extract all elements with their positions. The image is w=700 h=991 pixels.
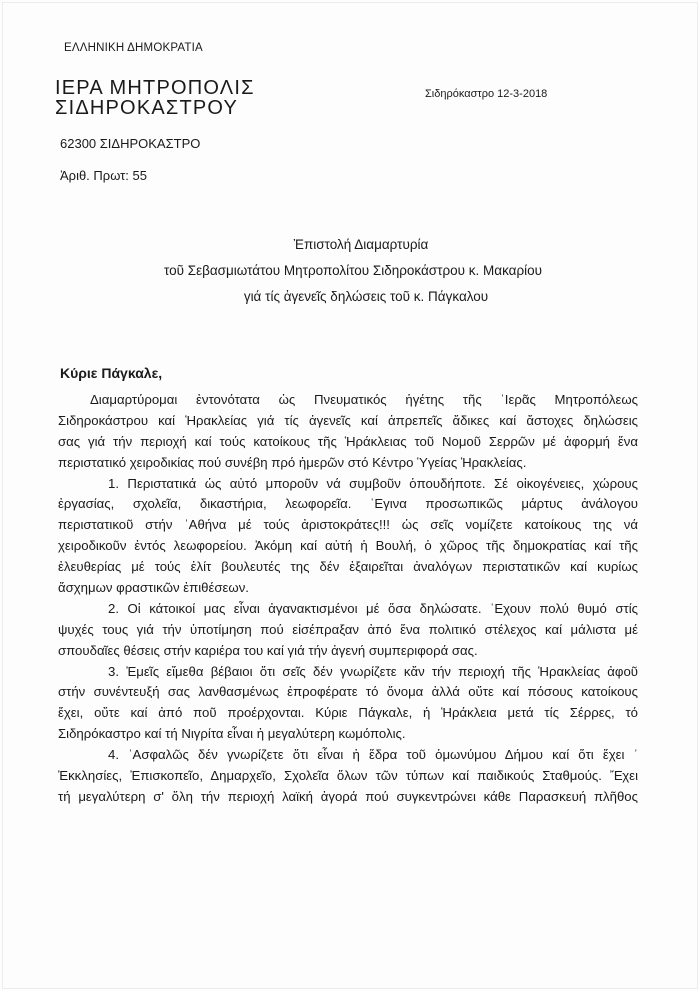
metropolis-name <box>55 78 255 118</box>
subject-line-3: γιά τίς ἀγενεῖς δηλώσεις τοῦ κ. Πάγκαλου <box>243 289 489 304</box>
body-line: περιστατικοῦ στήν ˈΑθήνα μέ τούς ἀριστοκράτες!!! ὡς σεῖς νομίζετε κατοίκους της νά <box>58 517 638 533</box>
body-line: ἄσχημων φραστικῶν ἐπιθέσεων. <box>58 580 249 596</box>
letter-date: Σιδηρόκαστρο 12-3-2018 <box>425 88 548 100</box>
letter-body <box>58 390 638 808</box>
body-line: στήν συνέντευξή σας λανθασμένως ἐπροφέρατε τό ὄνομα ἀλλά οὔτε καί πόσους κατοίκους <box>58 684 638 700</box>
body-line: ἔχει, οὔτε καί ἀπό ποῦ προέρχονται. Κύριε Πάγκαλε, ἡ Ἡράκλεια μετά τίς Σέρρες, τό <box>58 705 638 721</box>
body-line: ἐργασίας, σχολεῖα, δικαστήρια, λεωφορεῖα. ˈΕγινα προσωπικῶς μάρτυς ἀνάλογου <box>58 496 638 512</box>
body-line: Διαμαρτύρομαι ἐντονότατα ὡς Πνευματικός ἡγέτης τῆς ˈΙερᾶς Μητροπόλεως <box>90 392 638 407</box>
body-line: Ἐκκλησίες, Ἐπισκοπεῖο, Δημαρχεῖο, Σχολεῖα ὅλων τῶν τύπων καί παιδικούς Σταθμούς. Ἔχει <box>58 768 638 784</box>
metropolis-name-line2: ΣΙΔΗΡΟΚΑΣΤΡΟΥ <box>55 97 239 119</box>
republic-heading: ΕΛΛΗΝΙΚΗ ΔΗΜΟΚΡΑΤΙΑ <box>64 42 203 54</box>
letter-subject <box>0 232 700 310</box>
postal-address: 62300 ΣΙΔΗΡΟΚΑΣΤΡΟ <box>60 136 201 151</box>
body-line: χειροδικοῦν ἐντός λεωφορείου. Ἀκόμη καί αὐτή ἡ Βουλή, ὁ χῶρος τῆς δημοκρατίας καί τῆς <box>58 538 638 554</box>
body-line: Σιδηροκάστρου καί Ἡρακλείας γιά τίς ἀγενεῖς καί ἀπρεπεῖς ἄδικες καί ἄστοχες δηλώσεις <box>58 412 638 428</box>
body-line: ψυχές τους γιά τήν ὑποτίμηση πού εἰσέπραξαν ἀπό ἕνα πολιτικό στέλεχος καί μάλιστα μέ <box>58 621 638 637</box>
protocol-number: Ἀριθ. Πρωτ: 55 <box>60 168 147 183</box>
salutation: Κύριε Πάγκαλε, <box>60 365 163 381</box>
body-line: τή μεγαλύτερη σ' ὅλη τήν περιοχή λαϊκή ἀγορά πού συγκεντρώνει κάθε Παρασκευή πλῆθος <box>58 788 638 804</box>
metropolis-name-line1: ΙΕΡΑ ΜΗΤΡΟΠΟΛΙΣ <box>55 77 255 99</box>
subject-line-1: Ἐπιστολή Διαμαρτυρία <box>293 237 429 252</box>
body-line: 1. Περιστατικά ὡς αὐτό μποροῦν νά συμβοῦν ὁπουδήποτε. Σέ οἰκογένειες, χώρους <box>108 475 638 491</box>
body-line: σπουδαῖες θέσεις στήν καριέρα του καί γιά τήν ἀγενή συμπεριφορά σας. <box>58 642 478 658</box>
body-line: Σιδηρόκαστρο καί τή Νιγρίτα εἶναι ἡ μεγαλύτερη κωμόπολις. <box>58 726 406 742</box>
body-line: περιστατικό χειροδικίας πού συνέβη πρό ἡμερῶν στό Κέντρο Ὑγείας Ἡρακλείας. <box>58 454 527 470</box>
body-line: 3. Ἐμεῖς εἴμεθα βέβαιοι ὅτι σεῖς δέν γνωρίζετε κἄν τήν περιοχή τῆς Ἡρακλείας ἀφοῦ <box>108 663 638 679</box>
body-line: ἐλευθερίας μέ τούς ἐλίτ βουλευτές της δέν ἐξαιρεῖται ἀναλόγων περιστατικῶν καί κυρίως <box>58 559 638 575</box>
body-line: 4. ˈΑσφαλῶς δέν γνωρίζετε ὅτι εἶναι ἡ ἕδρα τοῦ ὁμωνύμου Δήμου καί ὅτι ἔχει ˈ <box>108 747 638 763</box>
body-line: 2. Οἱ κάτοικοί μας εἶναι ἀγανακτισμένοι μέ ὅσα δηλώσατε. ˈΕχουν πολύ θυμό στίς <box>108 600 638 616</box>
body-line: σας γιά τήν περιοχή καί τούς κατοίκους τῆς Ἡράκλειας τοῦ Νομοῦ Σερρῶν μέ ἀφορμή ἕνα <box>58 433 638 449</box>
subject-line-2: τοῦ Σεβασμιωτάτου Μητροπολίτου Σιδηροκάστρου κ. Μακαρίου <box>163 263 543 278</box>
